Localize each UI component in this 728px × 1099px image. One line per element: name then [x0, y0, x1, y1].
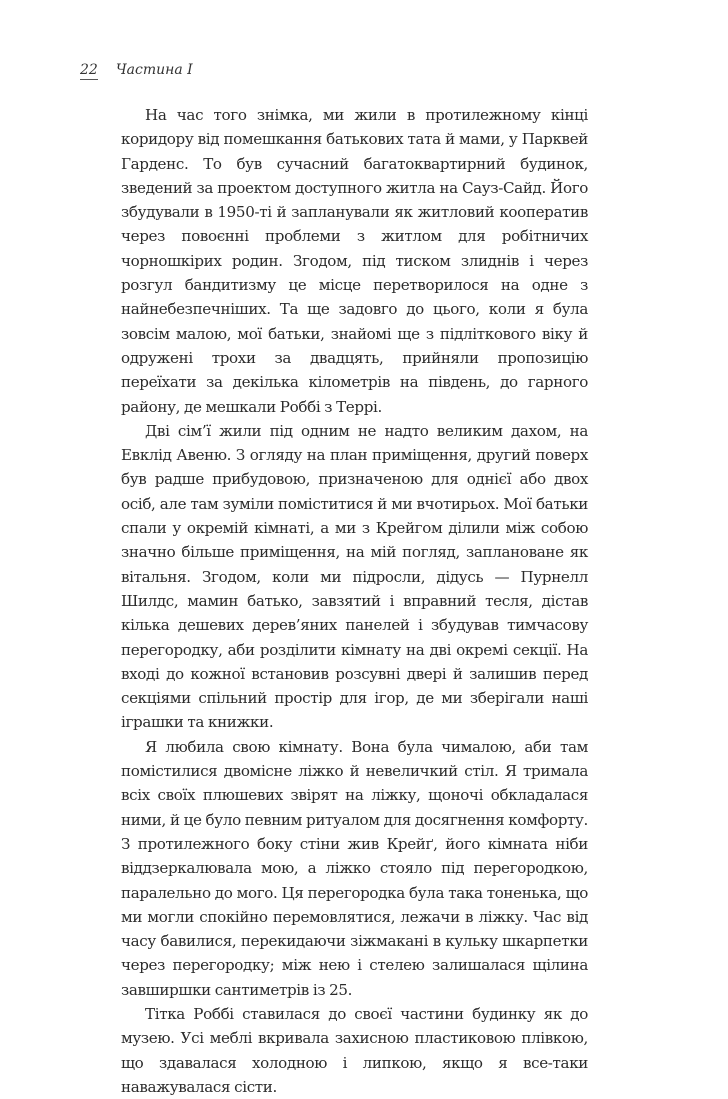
section-title: Частина І — [115, 62, 193, 78]
body-text — [121, 103, 588, 1099]
page-number: 22 — [80, 62, 98, 78]
paragraph: Тітка Роббі ставилася до своєї частини будинку як до музею. Усі меблі вкривала захисною пластиковою плівкою, що здавалася холодною і липкою, якщо я все-таки наважувалася сісти. — [121, 1004, 588, 1096]
paragraph: Я любила свою кімнату. Вона була чималою, аби там помістилися двомісне ліжко й невеличкий стіл. Я тримала всіх своїх плюшевих звірят на ліжку, щоночі обкладалася ними, й це було певним ритуалом для досягнення комфорту. З протилежного боку стіни жив Крейґ, його кімната ніби віддзеркалювала мою, а ліжко стояло під перегородкою, паралельно до мого. Ця перегородка була така тоненька, що ми могли спокійно перемовлятися, лежачи в ліжку. Час від часу бавилися, перекидаючи зіжмакані в кульку шкарпетки через перегородку; між нею і стелею залишалася щілина завширшки сантиметрів із 25. — [121, 737, 588, 999]
paragraph: На час того знімка, ми жили в протилежному кінці коридору від помешкання батькових тата й мами, у Парквей Гарденс. То був сучасний багатоквартирний будинок, зведений за проектом доступного житла на Сауз-Сайд. Його збудували в 1950-ті й запланували як житловий кооператив через повоєнні проблеми з житлом для робітничих чорношкірих родин. Згодом, під тиском злиднів і через розгул бандитизму це місце перетворилося на одне з найнебезпечніших. Та ще задовго до цього, коли я була зовсім малою, мої батьки, знайомі ще з підліткового віку й одружені трохи за двадцять, прийняли пропозицію переїхати за декілька кілометрів на південь, до гарного району, де мешкали Роббі з Террі. — [121, 106, 588, 416]
paragraph: Дві сім’ї жили під одним не надто великим дахом, на Евклід Авеню. З огляду на план приміщення, другий поверх був радше прибудовою, призначеною для однієї або двох осіб, але там зуміли поміститися й ми вчотирьох. Мої батьки спали у окремій кімнаті, а ми з Крейгом ділили між собою значно більше приміщення, на мій погляд, заплановане як вітальня. Згодом, коли ми підросли, дідусь — Пурнелл Шилдс, мамин батько, завзятий і вправний тесля, дістав кілька дешевих дерев’яних панелей і збудував тимчасову перегородку, аби розділити кімнату на дві окремі секції. На вході до кожної встановив розсувні двері й залишив перед секціями спільний простір для ігор, де ми зберігали наші іграшки та книжки. — [121, 421, 588, 732]
running-header — [80, 62, 193, 80]
